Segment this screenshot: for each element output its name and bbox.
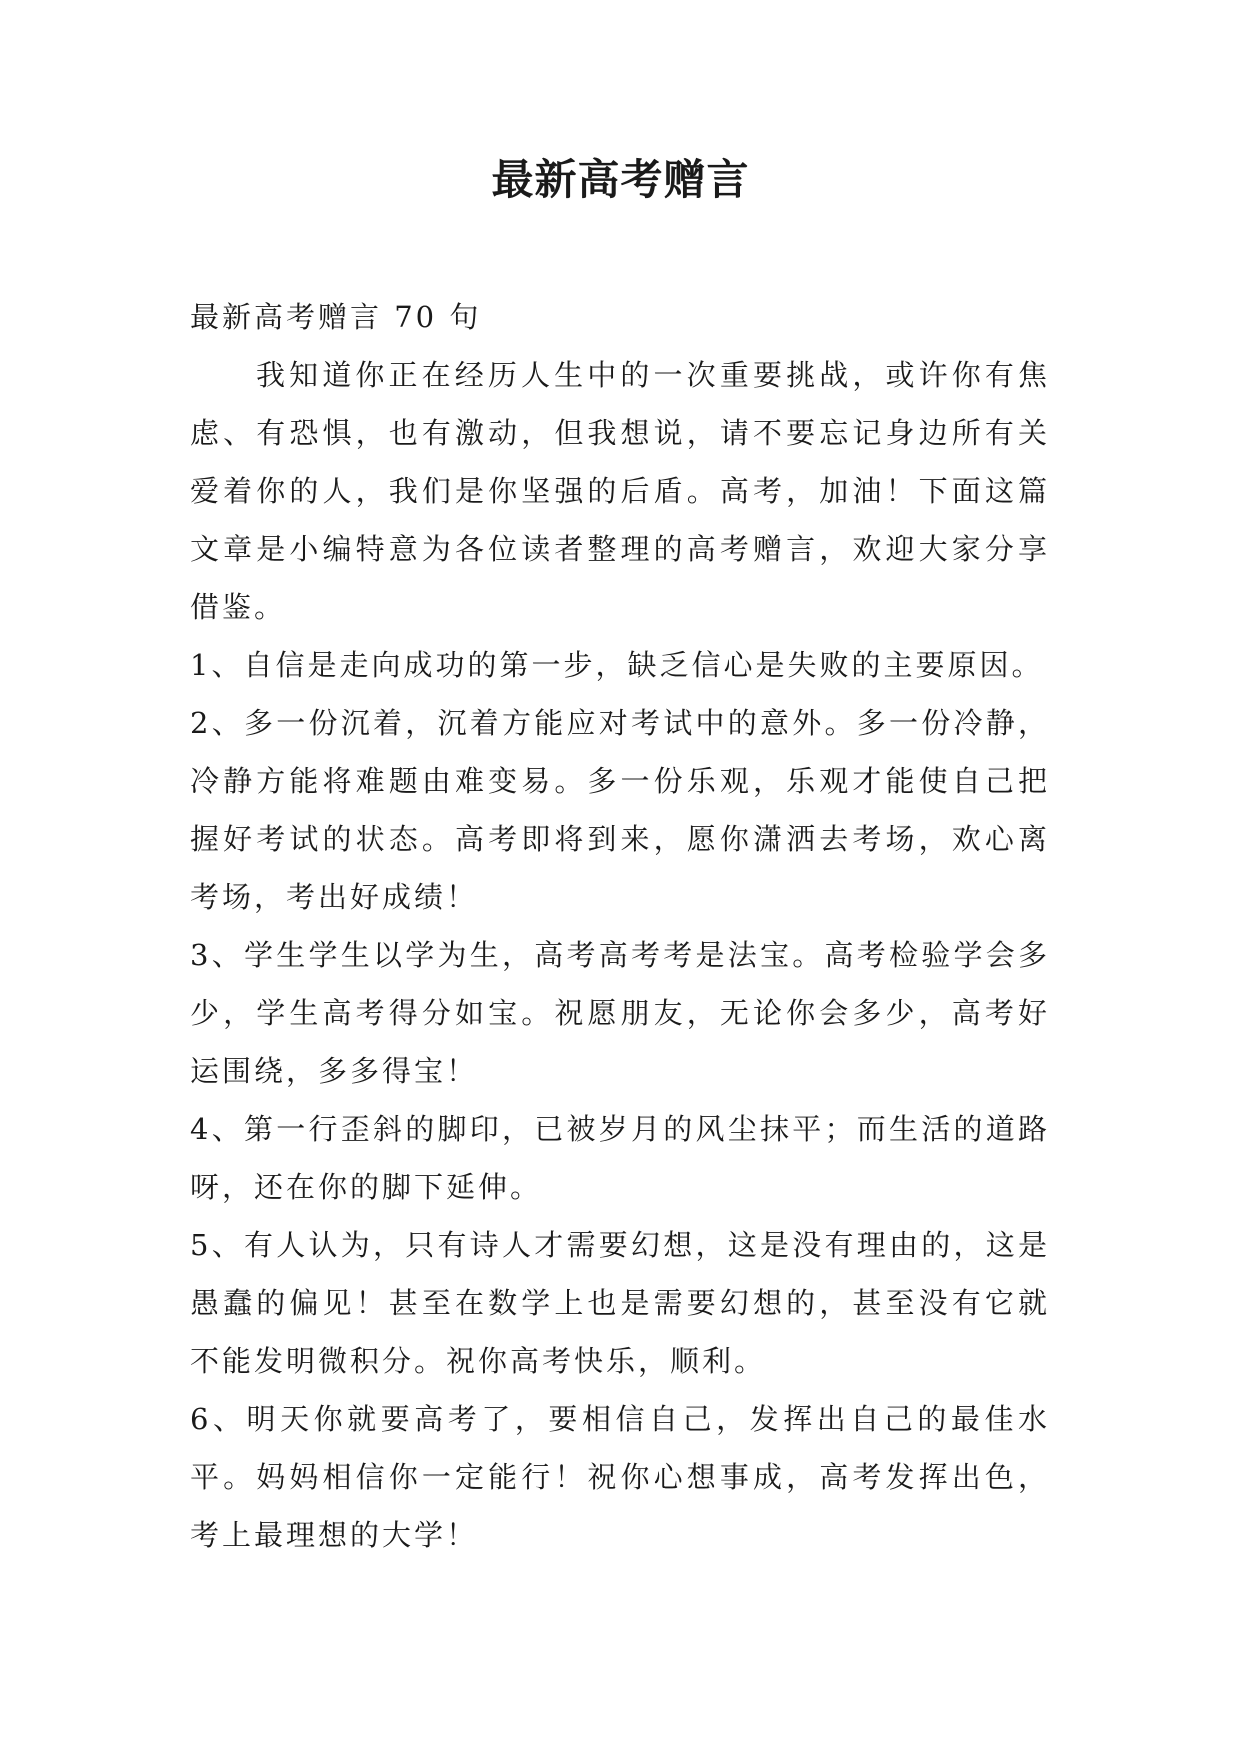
list-item-2: 2、多一份沉着，沉着方能应对考试中的意外。多一份冷静，冷静方能将难题由难变易。多一份乐观，乐观才能使自己把握好考试的状态。高考即将到来，愿你潇洒去考场，欢心离考场，考出好成绩！ [190,706,1050,914]
document-subtitle: 最新高考赠言 70 句 [190,300,482,334]
list-item-1: 1、自信是走向成功的第一步，缺乏信心是失败的主要原因。 [190,648,1044,682]
list-item-5: 5、有人认为，只有诗人才需要幻想，这是没有理由的，这是愚蠢的偏见！甚至在数学上也是需要幻想的，甚至没有它就不能发明微积分。祝你高考快乐，顺利。 [190,1228,1050,1378]
document-title: 最新高考赠言 [491,155,750,204]
intro-paragraph: 我知道你正在经历人生中的一次重要挑战，或许你有焦虑、有恐惧，也有激动，但我想说，请不要忘记身边所有关爱着你的人，我们是你坚强的后盾。高考，加油！下面这篇文章是小编特意为各位读者整理的高考赠言，欢迎大家分享借鉴。 [190,358,1050,624]
list-item-3: 3、学生学生以学为生，高考高考考是法宝。高考检验学会多少，学生高考得分如宝。祝愿朋友，无论你会多少，高考好运围绕，多多得宝！ [190,938,1050,1088]
list-item-6: 6、明天你就要高考了，要相信自己，发挥出自己的最佳水平。妈妈相信你一定能行！祝你心想事成，高考发挥出色，考上最理想的大学！ [190,1402,1050,1552]
list-item-4: 4、第一行歪斜的脚印，已被岁月的风尘抹平；而生活的道路呀，还在你的脚下延伸。 [190,1112,1050,1204]
document-body [190,288,1050,1564]
